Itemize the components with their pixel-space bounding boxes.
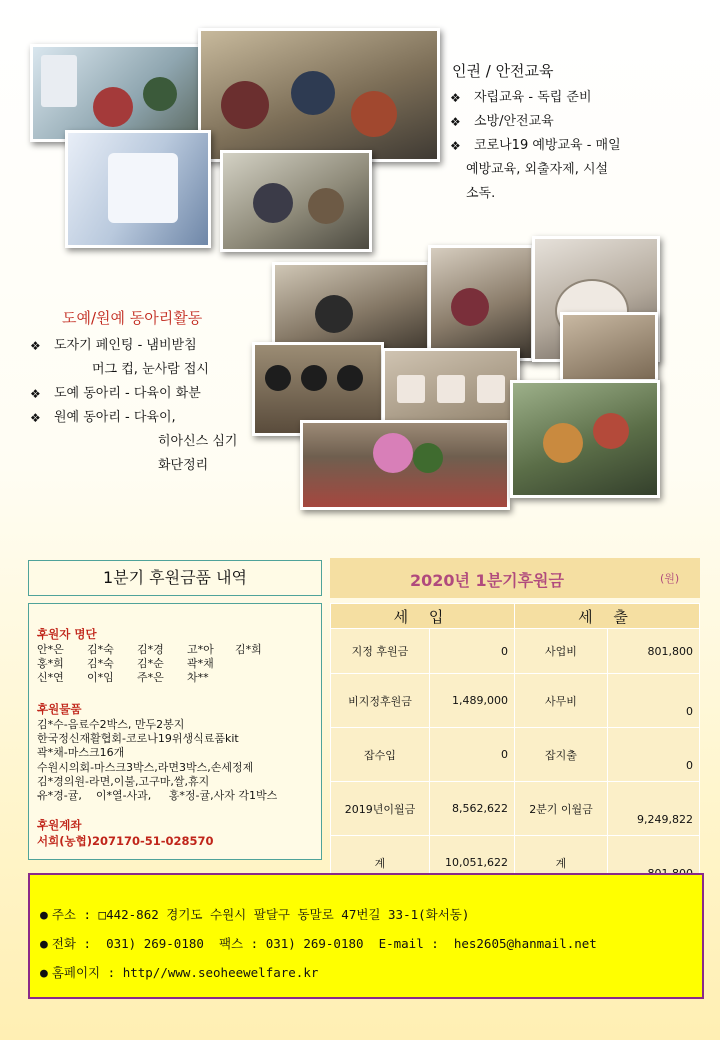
table-row: 계 10,051,622 계 xyxy=(331,836,700,890)
phone-line: ● 전화 : 031) 269-0180 팩스 : 031) 269-0180 E-mail : hes2605@hanmail.net xyxy=(40,936,597,952)
photo-pottery-group xyxy=(428,245,534,361)
finance-unit: (원) xyxy=(660,572,680,585)
table-row: 비지정후원금 1,489,000 사무비 0 xyxy=(331,674,700,728)
goods-line: 김*경의원-라면,이불,고구마,쌀,휴지 xyxy=(37,775,210,788)
diamond-bullet-icon: ❖ xyxy=(450,115,461,129)
list-item: ❖ 도예 동아리 - 다육이 화분 xyxy=(28,382,268,406)
table-row: 잡수입 0 잡지출 0 xyxy=(331,728,700,782)
photo-mask-package xyxy=(65,130,211,248)
dot-bullet-icon: ● xyxy=(40,937,48,952)
table-header-row xyxy=(331,604,700,629)
list-item: 히아신스 심기 xyxy=(158,434,238,449)
donor-name: 홍*희 xyxy=(37,657,64,670)
goods-heading: 후원물품 xyxy=(37,702,82,716)
finance-header xyxy=(330,558,700,598)
table-row: 2019년이월금 8,562,622 2분기 이월금 9,249,822 xyxy=(331,782,700,836)
donor-name: 김*순 xyxy=(137,657,164,670)
donor-name: 김*경 xyxy=(137,643,164,656)
donor-heading: 후원자 명단 xyxy=(37,627,97,641)
account-line: 서희(농협)207170-51-028570 xyxy=(37,834,214,848)
donor-name: 이*임 xyxy=(87,671,114,684)
photo-safety-class xyxy=(198,28,440,162)
list-item: ❖ 소방/안전교육 xyxy=(448,110,718,134)
diamond-bullet-icon: ❖ xyxy=(30,411,41,425)
donor-name: 김*숙 xyxy=(87,657,114,670)
photo-flowers xyxy=(300,420,510,510)
list-item: 화단정리 xyxy=(158,458,209,473)
donation-box-title: 1분기 후원금품 내역 xyxy=(28,560,322,596)
finance-table xyxy=(330,603,700,890)
account-heading: 후원계좌 xyxy=(37,818,82,832)
diamond-bullet-icon: ❖ xyxy=(30,339,41,353)
dot-bullet-icon: ● xyxy=(40,966,48,981)
contact-box xyxy=(28,873,704,999)
donor-name: 신*연 xyxy=(37,671,64,684)
finance-title: 2020년 1분기후원금 xyxy=(410,571,564,590)
donor-box xyxy=(28,603,322,860)
photo-garden-work xyxy=(510,380,660,498)
donor-name: 안*은 xyxy=(37,643,64,656)
goods-line: 수원시의회-마스크3박스,라면3박스,손세정제 xyxy=(37,761,254,774)
photo-classroom-chart xyxy=(30,44,201,142)
goods-line: 한국정신재활협회-코로나19위생식료품kit xyxy=(37,732,239,745)
goods-line: 곽*채-마스크16개 xyxy=(37,746,125,759)
diamond-bullet-icon: ❖ xyxy=(30,387,41,401)
list-item: ❖ 코로나19 예방교육 - 매일 xyxy=(448,134,718,158)
diamond-bullet-icon: ❖ xyxy=(450,139,461,153)
income-header: 세 입 xyxy=(331,604,515,629)
donor-name: 고*아 xyxy=(187,643,214,656)
list-item: 소독. xyxy=(466,186,496,201)
expense-header: 세 출 xyxy=(515,604,700,629)
section1-title: 인권 / 안전교육 xyxy=(452,62,554,80)
list-item: 머그 컵, 눈사람 접시 xyxy=(92,362,209,377)
goods-line: 유*경-귤, 이*열-사과, 홍*정-귤,사자 각1박스 xyxy=(37,789,278,802)
homepage-line[interactable]: ● 홈페이지 : http//www.seoheewelfare.kr xyxy=(40,965,319,981)
list-item: ❖ 자립교육 - 독립 준비 xyxy=(448,86,718,110)
dot-bullet-icon: ● xyxy=(40,908,48,923)
address-line: ● 주소 : □442-862 경기도 수원시 팔달구 동말로 47번길 33-1(화서동) xyxy=(40,907,470,923)
section1-list xyxy=(448,86,718,206)
donor-name: 주*은 xyxy=(137,671,164,684)
photo-study-room xyxy=(220,150,372,252)
list-item: ❖ 도자기 페인팅 - 냄비받침 xyxy=(28,334,268,358)
goods-line: 김*수-음료수2박스, 만두2봉지 xyxy=(37,718,185,731)
donor-name: 김*희 xyxy=(235,643,262,656)
list-item: 예방교육, 외출자제, 시설 xyxy=(466,162,609,177)
donor-name: 김*숙 xyxy=(87,643,114,656)
section2-list xyxy=(28,334,268,478)
photo-crafting-hands xyxy=(560,312,658,382)
section2-title: 도예/원예 동아리활동 xyxy=(62,309,203,327)
list-item: ❖ 원예 동아리 - 다육이, xyxy=(28,406,268,430)
table-row: 지정 후원금 0 사업비 801,800 xyxy=(331,629,700,674)
donor-name: 차** xyxy=(187,671,209,684)
diamond-bullet-icon: ❖ xyxy=(450,91,461,105)
donor-name: 곽*채 xyxy=(187,657,214,670)
